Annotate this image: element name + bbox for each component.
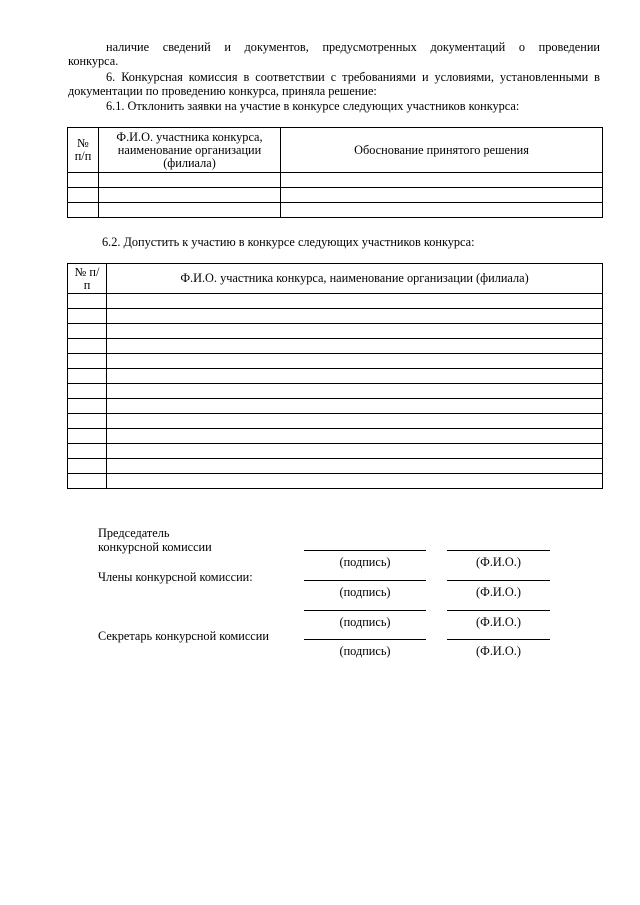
table-cell: [68, 324, 107, 339]
table-cell: [107, 294, 603, 309]
table-cell: [68, 369, 107, 384]
intro-line-1: наличие сведений и документов, предусмотренных документаций о проведении: [106, 40, 600, 54]
signature-caption: (подпись): [339, 555, 391, 569]
chairman-name-line: [447, 550, 550, 551]
intro-line-2: конкурса.: [68, 54, 119, 68]
table-row: [68, 459, 603, 474]
paragraph-6-line-1: 6. Конкурсная комиссия в соответствии с требованиями и условиями, установленными в: [106, 70, 600, 84]
table-cell: [99, 203, 281, 218]
table-row: [68, 203, 603, 218]
paragraph-6-2: 6.2. Допустить к участию в конкурсе следующих участников конкурса:: [102, 235, 475, 249]
table-header-row: [68, 264, 603, 294]
table-cell: [68, 294, 107, 309]
header-justification: Обоснование принятого решения: [281, 128, 603, 173]
table-cell: [99, 188, 281, 203]
secretary-name-line: [447, 639, 550, 640]
table-cell: [281, 203, 603, 218]
secretary-signature-line: [304, 639, 426, 640]
header-participant: Ф.И.О. участника конкурса, наименование организации (филиала): [99, 128, 281, 173]
table-cell: [107, 399, 603, 414]
table-row: [68, 399, 603, 414]
table-cell: [107, 459, 603, 474]
name-caption: (Ф.И.О.): [476, 555, 521, 569]
members-label: Члены конкурсной комиссии:: [98, 570, 253, 584]
chairman-signature-line: [304, 550, 426, 551]
table-cell: [281, 188, 603, 203]
table-row: [68, 294, 603, 309]
rejected-participants-table: [67, 127, 603, 218]
table-row: [68, 188, 603, 203]
member-name-line: [447, 610, 550, 611]
member-name-line: [447, 580, 550, 581]
table-cell: [107, 384, 603, 399]
table-cell: [107, 324, 603, 339]
member-signature-line: [304, 610, 426, 611]
secretary-label: Секретарь конкурсной комиссии: [98, 629, 269, 643]
table-cell: [107, 354, 603, 369]
table-cell: [68, 474, 107, 489]
table-row: [68, 339, 603, 354]
table-row: [68, 414, 603, 429]
table-header-row: [68, 128, 603, 173]
table-row: [68, 369, 603, 384]
name-caption: (Ф.И.О.): [476, 615, 521, 629]
table-row: [68, 474, 603, 489]
table-cell: [281, 173, 603, 188]
table-cell: [68, 459, 107, 474]
table-cell: [68, 339, 107, 354]
table-cell: [68, 429, 107, 444]
table-row: [68, 429, 603, 444]
header-participant: Ф.И.О. участника конкурса, наименование организации (филиала): [107, 264, 603, 294]
table-cell: [107, 339, 603, 354]
signature-caption: (подпись): [339, 615, 391, 629]
table-cell: [68, 203, 99, 218]
table-row: [68, 309, 603, 324]
header-number: № п/п: [68, 264, 107, 294]
table-cell: [68, 414, 107, 429]
table-cell: [68, 309, 107, 324]
header-number: № п/п: [68, 128, 99, 173]
admitted-participants-table: [67, 263, 603, 489]
table-cell: [68, 188, 99, 203]
table-cell: [107, 369, 603, 384]
table-row: [68, 384, 603, 399]
signature-caption: (подпись): [339, 644, 391, 658]
name-caption: (Ф.И.О.): [476, 585, 521, 599]
table-cell: [68, 444, 107, 459]
table-cell: [99, 173, 281, 188]
table-cell: [68, 354, 107, 369]
table-row: [68, 354, 603, 369]
table-cell: [68, 173, 99, 188]
paragraph-6-line-2: документации по проведению конкурса, приняла решение:: [68, 84, 377, 98]
name-caption: (Ф.И.О.): [476, 644, 521, 658]
table-cell: [107, 309, 603, 324]
table-row: [68, 324, 603, 339]
table-cell: [107, 414, 603, 429]
paragraph-6-1: 6.1. Отклонить заявки на участие в конкурсе следующих участников конкурса:: [106, 99, 520, 113]
table-cell: [107, 474, 603, 489]
table-cell: [107, 429, 603, 444]
table-cell: [68, 399, 107, 414]
signature-caption: (подпись): [339, 585, 391, 599]
table-row: [68, 173, 603, 188]
table-cell: [107, 444, 603, 459]
table-row: [68, 444, 603, 459]
chairman-label-line-2: конкурсной комиссии: [98, 540, 212, 554]
member-signature-line: [304, 580, 426, 581]
chairman-label-line-1: Председатель: [98, 526, 170, 540]
table-cell: [68, 384, 107, 399]
